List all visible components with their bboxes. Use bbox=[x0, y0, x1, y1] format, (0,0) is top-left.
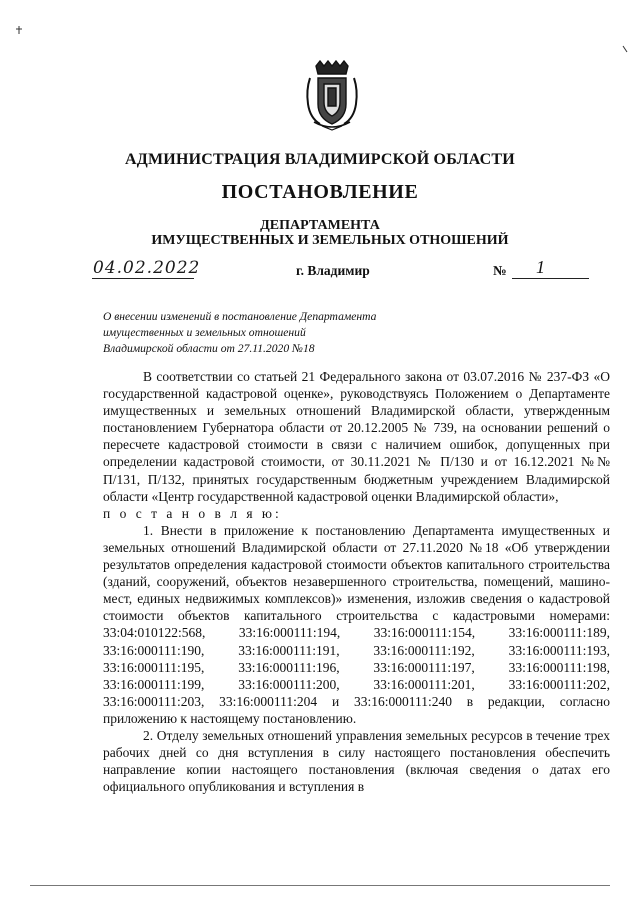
date-underline bbox=[92, 278, 194, 279]
document-meta-row bbox=[0, 258, 640, 282]
resolve-text: п о с т а н о в л я ю: bbox=[103, 505, 282, 521]
document-number-label: № bbox=[493, 263, 507, 278]
scan-mark-icon bbox=[16, 26, 22, 34]
subject-line: имущественных и земельных отношений bbox=[103, 326, 306, 339]
preamble-paragraph: В соответствии со статьей 21 Федерального закона от 03.07.2016 № 237-ФЗ «О государственной кадастровой оценке», руководствуясь Положением о Департаменте имущественных и земельных отношений Владимирской области, утвержденным постановлением Губернатора области от 20.12.2005 № 739, на основании решений о пересчете кадастровой стоимости в связи с наличием ошибок, допущенных при определении кадастровой стоимости, от 30.11.2021 № П/130 и от 16.12.2021 №№ П/131, П/132, принятых государственным бюджетным учреждением Владимирской области «Центр государственной кадастровой оценки Владимирской области», bbox=[103, 369, 610, 504]
number-underline bbox=[512, 278, 589, 279]
document-body bbox=[103, 368, 610, 795]
document-number: 1 bbox=[536, 257, 545, 277]
department-title-line1: ДЕПАРТАМЕНТА bbox=[260, 218, 380, 233]
document-city: г. Владимир bbox=[296, 263, 370, 278]
subject-line: О внесении изменений в постановление Департамента bbox=[103, 310, 377, 323]
subject-line: Владимирской области от 27.11.2020 №18 bbox=[103, 342, 315, 355]
document-date: 04.02.2022 bbox=[93, 258, 201, 278]
coat-of-arms-icon bbox=[304, 60, 360, 132]
department-title-line2: ИМУЩЕСТВЕННЫХ И ЗЕМЕЛЬНЫХ ОТНОШЕНИЙ bbox=[151, 233, 509, 248]
document-subject bbox=[103, 309, 423, 357]
document-type-title: ПОСТАНОВЛЕНИЕ bbox=[221, 181, 419, 203]
resolve-paragraph bbox=[103, 505, 610, 522]
scan-mark-icon bbox=[622, 45, 628, 53]
organization-title: АДМИНИСТРАЦИЯ ВЛАДИМИРСКОЙ ОБЛАСТИ bbox=[125, 151, 515, 168]
item-1-paragraph: 1. Внести в приложение к постановлению Департамента имущественных и земельных отношений Владимирской области от 27.11.2020 №18 «Об утверждении результатов определения кадастровой стоимости объектов капитального строительства (зданий, сооружений, объектов незавершенного строительства, помещений, машино-мест, единых недвижимых комплексов)» изменения, изложив сведения о кадастровой стоимости объектов капитального строительства с кадастровыми номерами: 33:04:010122:568, 33:16:000111:194, 33:16:000111:154, 33:16:000111:189, 33:16:000111:190, 33:16:000111:191, 33:16:000111:192, 33:16:000111:193, 33:16:000111:195, 33:16:000111:196, 33:16:000111:197, 33:16:000111:198, 33:16:000111:199, 33:16:000111:200, 33:16:000111:201, 33:16:000111:202, 33:16:000111:203, 33:16:000111:204 и 33:16:000111:240 в редакции, согласно приложению к настоящему постановлению. bbox=[103, 522, 610, 726]
page-bottom-edge bbox=[30, 885, 610, 886]
item-2-paragraph: 2. Отделу земельных отношений управления земельных ресурсов в течение трех рабочих дней со дня вступления в силу настоящего постановления обеспечить направление копии настоящего постановления (включая сведения о датах его официального опубликования и вступления в bbox=[103, 727, 610, 795]
